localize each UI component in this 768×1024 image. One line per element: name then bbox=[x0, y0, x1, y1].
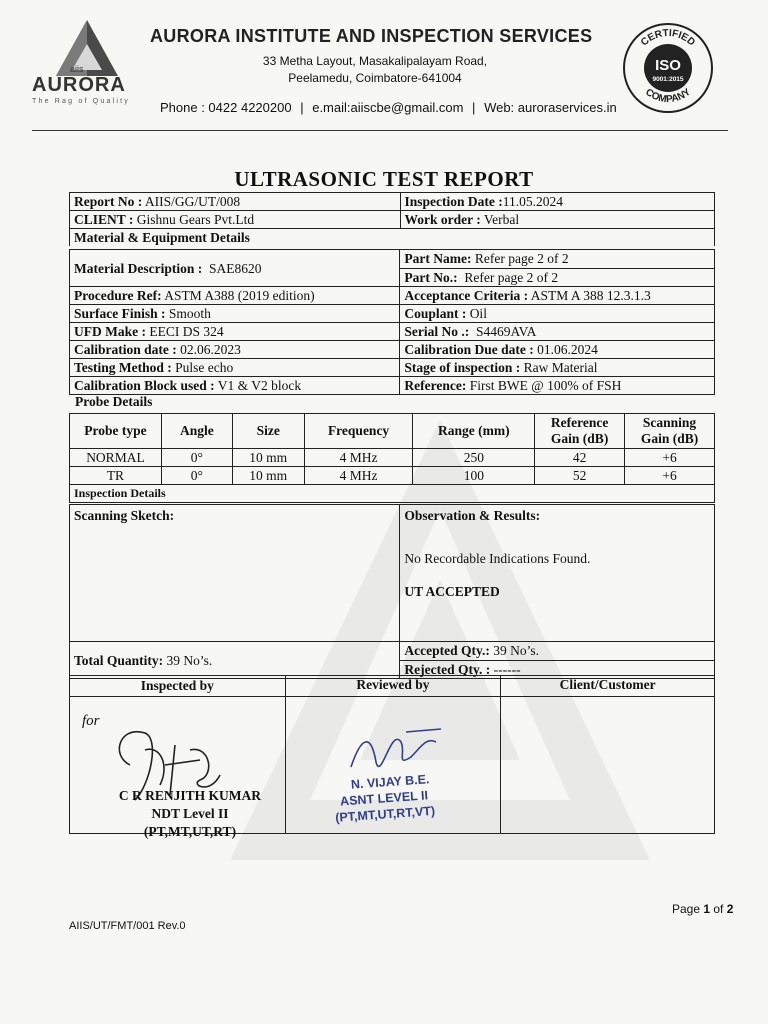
work-order-cell bbox=[400, 211, 715, 229]
probe-cell: +6 bbox=[625, 449, 715, 467]
ufd-make-cell bbox=[70, 323, 400, 341]
report-info-table bbox=[69, 192, 715, 246]
acceptance-cell bbox=[400, 287, 715, 305]
material-description-value: SAE8620 bbox=[208, 260, 262, 276]
part-name-cell bbox=[400, 250, 715, 269]
page-prefix: Page bbox=[672, 902, 704, 916]
email: e.mail:aiiscbe@gmail.com bbox=[312, 100, 464, 115]
client-cell bbox=[70, 211, 401, 229]
client-customer-header: Client/Customer bbox=[501, 676, 715, 697]
logo-tagline: The Rag of Quality bbox=[32, 98, 130, 105]
probe-cell: 10 mm bbox=[232, 449, 304, 467]
calibration-date-cell bbox=[70, 341, 400, 359]
rejected-qty-label: Rejected Qty. : bbox=[404, 661, 491, 677]
probe-header: Reference Gain (dB) bbox=[535, 414, 625, 449]
inspector-name: C R RENJITH KUMAR bbox=[118, 788, 262, 803]
probe-cell: 52 bbox=[535, 467, 625, 485]
probe-cell: 0° bbox=[161, 467, 232, 485]
probe-cell: 42 bbox=[535, 449, 625, 467]
material-section-title: Material & Equipment Details bbox=[74, 230, 250, 245]
rejected-qty-value: ------ bbox=[493, 661, 521, 677]
acceptance-value: ASTM A 388 12.3.1.3 bbox=[530, 288, 651, 303]
phone: Phone : 0422 4220200 bbox=[160, 100, 292, 115]
reviewed-by-header: Reviewed by bbox=[285, 676, 501, 697]
work-order-label: Work order : bbox=[404, 212, 481, 227]
probe-cell: 0° bbox=[161, 449, 232, 467]
probe-cell: 250 bbox=[413, 449, 535, 467]
logo-small-text: aiis bbox=[70, 64, 84, 74]
inspection-section-title: Inspection Details bbox=[74, 486, 166, 500]
observation-label: Observation & Results: bbox=[404, 508, 541, 523]
probe-cell: TR bbox=[70, 467, 162, 485]
part-name-label: Part Name: bbox=[404, 251, 472, 267]
probe-cell: 100 bbox=[413, 467, 535, 485]
website: Web: auroraservices.in bbox=[484, 100, 617, 115]
header-divider bbox=[32, 130, 728, 131]
separator: | bbox=[472, 100, 476, 115]
couplant-value: Oil bbox=[469, 306, 487, 321]
probe-header: Range (mm) bbox=[413, 414, 535, 449]
iso-certified-seal bbox=[622, 22, 714, 114]
probe-cell: 4 MHz bbox=[304, 449, 413, 467]
material-equipment-table bbox=[69, 249, 715, 395]
observation-text: No Recordable Indications Found. bbox=[404, 551, 591, 566]
material-section-header bbox=[70, 229, 715, 247]
result-text: UT ACCEPTED bbox=[404, 584, 500, 599]
company-logo bbox=[30, 16, 145, 112]
total-quantity-cell bbox=[70, 642, 400, 679]
stage-cell bbox=[400, 359, 715, 377]
surface-finish-label: Surface Finish : bbox=[74, 306, 166, 321]
probe-header: Size bbox=[232, 414, 304, 449]
report-title: ULTRASONIC TEST REPORT bbox=[234, 167, 534, 191]
accepted-qty-label: Accepted Qty.: bbox=[404, 643, 490, 659]
calibration-block-label: Calibration Block used : bbox=[74, 378, 215, 393]
seal-iso-text: ISO bbox=[655, 57, 681, 74]
probe-cell: 4 MHz bbox=[304, 467, 413, 485]
observation-cell bbox=[400, 505, 715, 642]
client-label: CLIENT : bbox=[74, 212, 134, 227]
form-number: AIIS/UT/FMT/001 Rev.0 bbox=[69, 920, 186, 932]
ufd-make-value: EECI DS 324 bbox=[149, 324, 224, 339]
page-number bbox=[672, 902, 733, 916]
probe-cell: NORMAL bbox=[70, 449, 162, 467]
procedure-value: ASTM A388 (2019 edition) bbox=[164, 288, 315, 303]
inspection-date-value: 11.05.2024 bbox=[502, 194, 563, 209]
inspected-by-header: Inspected by bbox=[70, 676, 286, 697]
part-name-value: Refer page 2 of 2 bbox=[474, 251, 569, 267]
procedure-label: Procedure Ref: bbox=[74, 288, 162, 303]
address-line-2: Peelamedu, Coimbatore-641004 bbox=[288, 71, 462, 85]
inspector-methods: (PT,MT,UT,RT) bbox=[143, 824, 237, 839]
inspection-date-label: Inspection Date : bbox=[404, 194, 503, 209]
address-line-1: 33 Metha Layout, Masakalipalayam Road, bbox=[262, 54, 488, 68]
report-no-label: Report No : bbox=[74, 194, 143, 209]
part-no-label: Part No.: bbox=[404, 269, 458, 285]
signature-table bbox=[69, 675, 715, 839]
probe-cell: 10 mm bbox=[232, 467, 304, 485]
page-of: of bbox=[710, 902, 727, 916]
inspection-section-header bbox=[70, 485, 715, 503]
stage-label: Stage of inspection : bbox=[404, 360, 521, 375]
contact-line bbox=[160, 100, 620, 115]
inspector-signature-cell bbox=[70, 697, 286, 839]
separator: | bbox=[300, 100, 304, 115]
page-current: 1 bbox=[703, 902, 711, 916]
testing-method-cell bbox=[70, 359, 400, 377]
couplant-label: Couplant : bbox=[404, 306, 467, 321]
calibration-block-value: V1 & V2 block bbox=[217, 378, 302, 393]
reference-label: Reference: bbox=[404, 378, 467, 393]
procedure-cell bbox=[70, 287, 400, 305]
reference-cell bbox=[400, 377, 715, 395]
testing-method-value: Pulse echo bbox=[175, 360, 234, 375]
part-no-value: Refer page 2 of 2 bbox=[464, 269, 559, 285]
probe-header-row bbox=[70, 414, 715, 449]
ufd-make-label: UFD Make : bbox=[74, 324, 146, 339]
probe-header: Probe type bbox=[70, 414, 162, 449]
couplant-cell bbox=[400, 305, 715, 323]
scanning-sketch-label: Scanning Sketch: bbox=[74, 508, 175, 523]
report-no-value: AIIS/GG/UT/008 bbox=[144, 194, 241, 209]
seal-bottom-text: COMPANY bbox=[643, 86, 693, 106]
scanning-sketch-cell bbox=[70, 505, 400, 642]
material-description-cell bbox=[70, 250, 400, 287]
inspection-date-cell bbox=[400, 193, 715, 211]
serial-no-label: Serial No .: bbox=[404, 324, 470, 339]
stage-value: Raw Material bbox=[523, 360, 598, 375]
inspection-details-table bbox=[69, 504, 715, 679]
for-note: for bbox=[82, 713, 100, 729]
probe-details-table bbox=[69, 413, 715, 503]
report-no-cell bbox=[70, 193, 401, 211]
seal-standard-text: 9001:2015 bbox=[652, 76, 684, 83]
testing-method-label: Testing Method : bbox=[74, 360, 172, 375]
calibration-due-label: Calibration Due date : bbox=[404, 342, 534, 357]
serial-no-value: S4469AVA bbox=[476, 324, 537, 339]
seal-top-text: CERTIFIED bbox=[639, 27, 697, 49]
calibration-date-value: 02.06.2023 bbox=[180, 342, 241, 357]
work-order-value: Verbal bbox=[483, 212, 520, 227]
probe-header: Angle bbox=[161, 414, 232, 449]
inspector-level: NDT Level II bbox=[151, 806, 229, 821]
reviewer-signature-cell bbox=[285, 697, 501, 834]
surface-finish-value: Smooth bbox=[168, 306, 211, 321]
accepted-qty-cell bbox=[400, 642, 715, 661]
part-no-cell bbox=[400, 268, 715, 287]
material-description-label: Material Description : bbox=[74, 260, 203, 276]
organization-name: AURORA INSTITUTE AND INSPECTION SERVICES bbox=[150, 26, 593, 46]
probe-section-title: Probe Details bbox=[75, 394, 153, 409]
probe-header: Frequency bbox=[304, 414, 413, 449]
client-value: Gishnu Gears Pvt.Ltd bbox=[136, 212, 255, 227]
calibration-due-value: 01.06.2024 bbox=[537, 342, 598, 357]
total-quantity-value: 39 No’s. bbox=[166, 652, 213, 668]
calibration-due-cell bbox=[400, 341, 715, 359]
reviewer-stamp-name: N. VIJAY B.E. bbox=[350, 772, 430, 792]
reference-value: First BWE @ 100% of FSH bbox=[469, 378, 622, 393]
serial-no-cell bbox=[400, 323, 715, 341]
total-quantity-label: Total Quantity: bbox=[74, 652, 164, 668]
acceptance-label: Acceptance Criteria : bbox=[404, 288, 529, 303]
surface-finish-cell bbox=[70, 305, 400, 323]
reviewer-stamp bbox=[332, 768, 475, 826]
accepted-qty-value: 39 No’s. bbox=[493, 643, 540, 659]
probe-row bbox=[70, 467, 715, 485]
logo-name: AURORA bbox=[32, 74, 126, 96]
reviewer-stamp-methods: (PT,MT,UT,RT,VT) bbox=[334, 803, 436, 825]
calibration-date-label: Calibration date : bbox=[74, 342, 177, 357]
probe-cell: +6 bbox=[625, 467, 715, 485]
probe-row bbox=[70, 449, 715, 467]
page-total: 2 bbox=[726, 902, 734, 916]
client-signature-cell bbox=[501, 697, 715, 834]
reviewer-stamp-level: ASNT LEVEL II bbox=[339, 788, 429, 809]
calibration-block-cell bbox=[70, 377, 400, 395]
probe-header: Scanning Gain (dB) bbox=[625, 414, 715, 449]
